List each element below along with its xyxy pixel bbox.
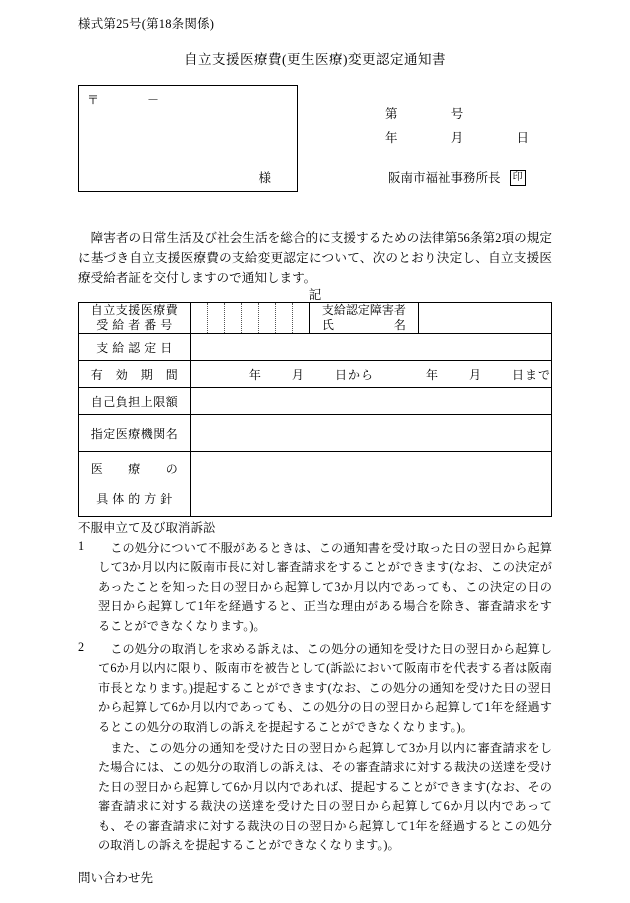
list-item-marker: 2 bbox=[78, 640, 85, 655]
treatment-policy-label bbox=[79, 452, 191, 517]
recipient-number-field[interactable] bbox=[190, 303, 309, 334]
seal-icon: 印 bbox=[510, 170, 526, 186]
digit-cell[interactable] bbox=[276, 303, 293, 333]
valid-period-values bbox=[191, 366, 551, 383]
recipient-number-label bbox=[79, 303, 191, 334]
valid-period-label: 有 効 期 間 bbox=[79, 361, 191, 388]
contact-label: 問い合わせ先 bbox=[78, 871, 154, 885]
digit-cell[interactable] bbox=[191, 303, 208, 333]
issuer-name: 阪南市福祉事務所長 bbox=[388, 171, 501, 185]
table-row-approval-date bbox=[79, 334, 552, 361]
postal-symbol: 〒 bbox=[87, 93, 102, 107]
addressee-box bbox=[78, 85, 298, 192]
period-from-day: 日から bbox=[334, 367, 374, 382]
recipient-number-label-line2: 受 給 者 番 号 bbox=[96, 318, 173, 332]
document-number-label: 第 bbox=[385, 107, 399, 121]
digit-cell[interactable] bbox=[242, 303, 259, 333]
digit-cell[interactable] bbox=[259, 303, 276, 333]
digit-cell[interactable] bbox=[225, 303, 242, 333]
date-month-label: 月 bbox=[450, 131, 465, 145]
appeal-item-2-paragraph-1: この処分の取消しを求める訴えは、この処分の通知を受けた日の翌日から起算して6か月以内に限り、阪南市を被告として(訴訟において阪南市を代表する者は阪南市長となります。)提起することができます(なお、この処分の通知を受けた日の翌日から起算して6か月以内であっても、この処分の日の翌日から起算して1年を経過するとこの処分の取消しの訴えを提起することができなくなります。)。 bbox=[98, 642, 552, 734]
decision-table bbox=[78, 302, 552, 517]
beneficiary-name-label-line1: 支給認定障害者 bbox=[321, 303, 406, 317]
appeal-section-title: 不服申立て及び取消訴訟 bbox=[78, 521, 216, 535]
beneficiary-name-label-line2: 氏 名 bbox=[321, 318, 406, 332]
table-row-self-payment-limit bbox=[79, 388, 552, 415]
form-number: 様式第25号(第18条関係) bbox=[78, 17, 215, 31]
table-row-designated-institution bbox=[79, 415, 552, 452]
beneficiary-name-field[interactable] bbox=[418, 303, 551, 334]
body-paragraph: 障害者の日常生活及び社会生活を総合的に支援するための法律第56条第2項の規定に基づき自立支援医療費の支給変更認定について、次のとおり決定し、自立支援医療受給者証を交付しますので通知します。 bbox=[78, 231, 552, 285]
recipient-number-digit-cells bbox=[191, 303, 309, 333]
page-title: 自立支援医療費(更生医療)変更認定通知書 bbox=[184, 52, 446, 67]
designated-institution-field[interactable] bbox=[190, 415, 551, 452]
designated-institution-label: 指定医療機関名 bbox=[79, 415, 191, 452]
approval-date-field[interactable] bbox=[190, 334, 551, 361]
list-item bbox=[78, 537, 552, 636]
document-number-block bbox=[385, 104, 530, 152]
approval-date-label: 支 給 認 定 日 bbox=[79, 334, 191, 361]
period-to-year: 年 bbox=[425, 367, 439, 382]
document-number-unit: 号 bbox=[450, 107, 465, 121]
self-payment-limit-label: 自己負担上限額 bbox=[79, 388, 191, 415]
table-row-treatment-policy bbox=[79, 452, 552, 517]
date-day-label: 日 bbox=[516, 131, 531, 145]
appeal-item-1-paragraph-1: この処分について不服があるときは、この通知書を受け取った日の翌日から起算して3か月以内に阪南市長に対し審査請求をすることができます(なお、この決定があったことを知った日の翌日から起算して3か月以内であっても、この決定の日の翌日から起算して1年を経過すると、正当な理由がある場合を除き、審査請求をすることができなくなります。)。 bbox=[98, 541, 552, 633]
ki-marker: 記 bbox=[308, 288, 322, 302]
period-from-month: 月 bbox=[291, 367, 305, 382]
issuer-block bbox=[388, 168, 526, 186]
postal-dash: － bbox=[147, 93, 162, 107]
document-date-line bbox=[385, 128, 530, 146]
list-item bbox=[78, 638, 552, 855]
list-item-marker: 1 bbox=[78, 539, 85, 553]
period-to-month: 月 bbox=[468, 367, 482, 382]
postal-code-field[interactable] bbox=[87, 91, 161, 108]
appeal-item-2-paragraph-2: また、この処分の通知を受けた日の翌日から起算して3か月以内に審査請求をした場合には、この処分の取消しの訴えは、その審査請求に対する裁決の送達を受けた日の翌日から起算して6か月以内であれば、提起することができます(なお、その審査請求に対する裁決の送達を受けた日の翌日から起算して6か月以内であっても、その審査請求に対する裁決の日の翌日から起算して1年を経過するとこの処分の取消しの訴えを提起することができなくなります。)。 bbox=[98, 741, 552, 853]
period-from-year: 年 bbox=[248, 367, 262, 382]
table-row-recipient-number bbox=[79, 303, 552, 334]
list-item-text bbox=[98, 537, 552, 636]
beneficiary-name-label bbox=[309, 303, 418, 334]
addressee-honorific: 様 bbox=[258, 171, 271, 185]
treatment-policy-field[interactable] bbox=[190, 452, 551, 517]
digit-cell[interactable] bbox=[293, 303, 309, 333]
date-year-label: 年 bbox=[385, 131, 399, 145]
appeal-list bbox=[78, 537, 552, 858]
treatment-policy-label-line2: 具 体 的 方 針 bbox=[96, 492, 173, 506]
document-number-line bbox=[385, 104, 530, 122]
valid-period-field[interactable] bbox=[190, 361, 551, 388]
table-row-valid-period bbox=[79, 361, 552, 388]
period-to-day: 日まで bbox=[511, 367, 551, 382]
treatment-policy-label-line1: 医 療 の bbox=[90, 462, 179, 476]
self-payment-limit-field[interactable] bbox=[190, 388, 551, 415]
recipient-number-label-line1: 自立支援医療費 bbox=[90, 303, 179, 317]
list-item-text bbox=[98, 638, 552, 855]
digit-cell[interactable] bbox=[208, 303, 225, 333]
